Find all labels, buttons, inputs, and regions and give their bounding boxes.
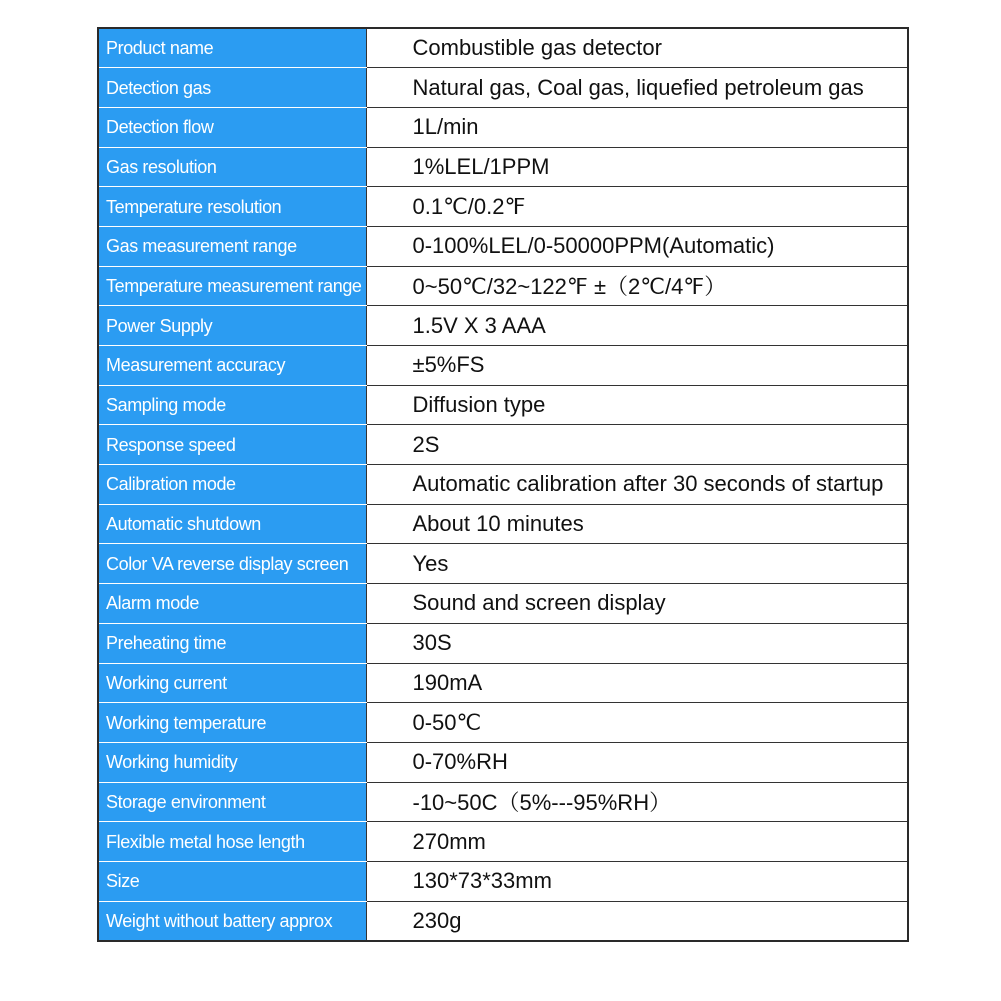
spec-label xyxy=(98,861,366,901)
spec-label-text: Gas resolution xyxy=(106,156,217,177)
spec-row xyxy=(98,107,908,147)
spec-label-text: Detection gas xyxy=(106,77,211,98)
spec-label xyxy=(98,147,366,187)
spec-row xyxy=(98,68,908,108)
spec-label xyxy=(98,703,366,743)
spec-value: 30S xyxy=(366,623,908,663)
spec-label-text: Product name xyxy=(106,38,214,59)
spec-label-text: Working temperature xyxy=(106,712,267,733)
spec-row xyxy=(98,346,908,386)
spec-row xyxy=(98,504,908,544)
spec-label-text: Response speed xyxy=(106,434,236,455)
spec-value: -10~50C（5%---95%RH） xyxy=(366,782,908,822)
spec-row xyxy=(98,782,908,822)
spec-label-text: Size xyxy=(106,871,140,892)
spec-label-text: Gas measurement range xyxy=(106,236,297,257)
spec-value: 2S xyxy=(366,425,908,465)
spec-label-text: Alarm mode xyxy=(106,593,200,614)
spec-label xyxy=(98,385,366,425)
spec-row xyxy=(98,226,908,266)
spec-value: 1%LEL/1PPM xyxy=(366,147,908,187)
spec-label-text: Measurement accuracy xyxy=(106,355,286,376)
spec-row xyxy=(98,742,908,782)
spec-value: Yes xyxy=(366,544,908,584)
spec-value: 0-50℃ xyxy=(366,703,908,743)
spec-table-body xyxy=(98,28,908,941)
spec-row xyxy=(98,663,908,703)
spec-label-text: Flexible metal hose length xyxy=(106,831,305,852)
spec-value: 190mA xyxy=(366,663,908,703)
spec-value: Sound and screen display xyxy=(366,584,908,624)
spec-label-text: Automatic shutdown xyxy=(106,514,261,535)
spec-row xyxy=(98,266,908,306)
spec-label xyxy=(98,28,366,68)
spec-row xyxy=(98,544,908,584)
spec-label xyxy=(98,107,366,147)
spec-label-text: Detection flow xyxy=(106,117,214,138)
spec-label xyxy=(98,663,366,703)
spec-value: 0.1℃/0.2℉ xyxy=(366,187,908,227)
spec-value: 0-100%LEL/0-50000PPM(Automatic) xyxy=(366,226,908,266)
spec-row xyxy=(98,822,908,862)
spec-row xyxy=(98,901,908,941)
spec-label xyxy=(98,822,366,862)
spec-table xyxy=(97,27,909,942)
spec-value: Automatic calibration after 30 seconds of startup xyxy=(366,465,908,505)
spec-row xyxy=(98,703,908,743)
spec-value: 1L/min xyxy=(366,107,908,147)
spec-label xyxy=(98,465,366,505)
spec-label-text: Calibration mode xyxy=(106,474,236,495)
spec-value: 0-70%RH xyxy=(366,742,908,782)
spec-value: Combustible gas detector xyxy=(366,28,908,68)
spec-label-text: Weight without battery approx xyxy=(106,910,333,931)
spec-label xyxy=(98,742,366,782)
spec-value: 1.5V X 3 AAA xyxy=(366,306,908,346)
spec-label xyxy=(98,504,366,544)
spec-value: 0~50℃/32~122℉ ±（2℃/4℉） xyxy=(366,266,908,306)
spec-row xyxy=(98,147,908,187)
spec-label-text: Working current xyxy=(106,672,227,693)
spec-row xyxy=(98,385,908,425)
spec-label xyxy=(98,68,366,108)
spec-label-text: Power Supply xyxy=(106,315,213,336)
spec-label xyxy=(98,266,366,306)
spec-value: Diffusion type xyxy=(366,385,908,425)
spec-value: ±5%FS xyxy=(366,346,908,386)
spec-value: About 10 minutes xyxy=(366,504,908,544)
spec-row xyxy=(98,623,908,663)
spec-label xyxy=(98,544,366,584)
spec-label xyxy=(98,226,366,266)
spec-label-text: Preheating time xyxy=(106,633,227,654)
spec-label xyxy=(98,782,366,822)
spec-label xyxy=(98,584,366,624)
spec-row xyxy=(98,425,908,465)
spec-label xyxy=(98,346,366,386)
spec-label xyxy=(98,306,366,346)
spec-label-text: Temperature measurement range xyxy=(106,275,362,296)
spec-label-text: Storage environment xyxy=(106,791,266,812)
spec-label xyxy=(98,187,366,227)
spec-label xyxy=(98,901,366,941)
spec-row xyxy=(98,465,908,505)
spec-row xyxy=(98,28,908,68)
spec-label xyxy=(98,623,366,663)
spec-label-text: Sampling mode xyxy=(106,395,226,416)
spec-value: 130*73*33mm xyxy=(366,861,908,901)
spec-row xyxy=(98,861,908,901)
spec-row xyxy=(98,306,908,346)
spec-value: 270mm xyxy=(366,822,908,862)
spec-row xyxy=(98,187,908,227)
spec-label-text: Temperature resolution xyxy=(106,196,282,217)
spec-label-text: Color VA reverse display screen xyxy=(106,553,349,574)
spec-value: 230g xyxy=(366,901,908,941)
spec-value: Natural gas, Coal gas, liquefied petroleum gas xyxy=(366,68,908,108)
spec-label xyxy=(98,425,366,465)
spec-label-text: Working humidity xyxy=(106,752,238,773)
spec-row xyxy=(98,584,908,624)
